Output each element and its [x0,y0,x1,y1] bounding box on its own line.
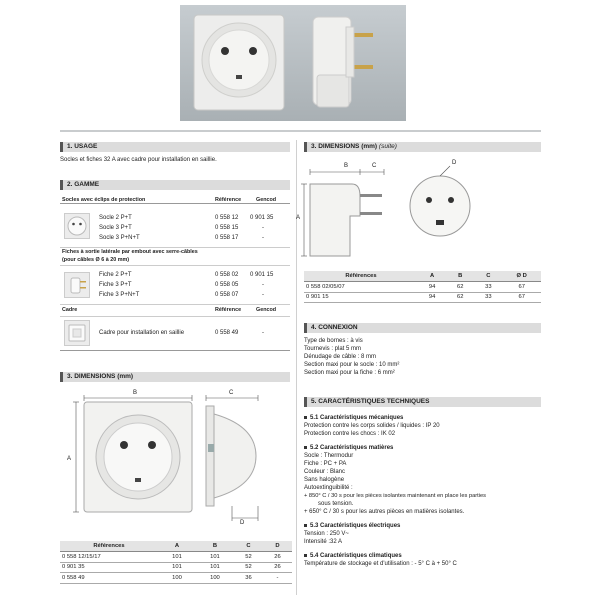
table-cell: 0 558 49 [60,573,158,584]
gamme-rule [60,350,290,351]
gamme-item-gencod: - [262,330,264,336]
table-row [304,292,541,303]
dim-label-c: C [229,390,234,396]
caracteristique-line: Protection contre les chocs : IK 02 [304,431,396,437]
dim-label-a: A [67,456,72,462]
table-row [60,552,292,563]
gamme-group-label: (pour câbles Ø 6 à 20 mm) [62,257,130,263]
table-cell: 0 901 15 [304,292,418,303]
gamme-item-ref: 0 558 17 [215,235,239,241]
gamme-col-ref: Référence [215,197,242,203]
gamme-rule [60,247,290,248]
gamme-header [60,180,290,190]
table-header-cell: B [196,541,234,552]
gamme-item-label: Socle 3 P+N+T [99,235,140,241]
dimensions-suite-title: 3. DIMENSIONS (mm) [311,143,378,150]
table-cell: 0 901 35 [60,562,158,573]
table-cell: 100 [158,573,196,584]
table-cell: 0 558 12/15/17 [60,552,158,563]
caracteristique-line: + 650° C / 30 s pour les autres pièces en matières isolantes. [304,509,465,515]
gamme-item-gencod: - [262,292,264,298]
table-cell: 101 [196,552,234,563]
table-cell: 62 [446,292,474,303]
table-cell: 94 [418,282,446,293]
table-row [304,282,541,293]
table-cell: 33 [474,282,502,293]
dim-label-a: A [296,215,301,221]
caracteristique-line: Intensité :32 A [304,539,343,545]
dim-label-b: B [133,390,138,396]
gamme-item-gencod: 0 901 15 [250,272,274,278]
table-header-cell: Références [60,541,158,552]
table-cell: 101 [158,552,196,563]
table-row [60,573,292,584]
table-cell: 36 [234,573,263,584]
table-header-cell: Références [304,271,418,282]
caracteristique-line: Autoextinguibilité : [304,485,353,491]
table-cell: 52 [234,562,263,573]
product-photo-illustration [180,5,406,121]
table-cell: 67 [502,292,541,303]
table-header-row [60,541,292,552]
connexion-line: Section maxi pour la fiche : 6 mm² [304,370,395,376]
subsection-title-text: 5.1 Caractéristiques mécaniques [310,415,404,421]
column-separator [296,140,297,595]
caracteristique-line: Protection contre les corps solides / liquides : IP 20 [304,423,440,429]
table-header-cell: C [474,271,502,282]
subsection-title-text: 5.4 Caractéristiques climatiques [310,553,402,559]
socle-thumbnail [64,213,90,239]
gamme-item-ref: 0 558 15 [215,225,239,231]
table-row [60,562,292,573]
caracteristique-line: sous tension. [318,501,354,507]
gamme-item-ref: 0 558 12 [215,215,239,221]
table-header-cell: Ø D [502,271,541,282]
table-cell: 67 [502,282,541,293]
caracteristique-line: Couleur : Blanc [304,469,346,475]
table-cell: 0 558 02/05/07 [304,282,418,293]
gamme-title: 2. GAMME [67,181,100,188]
table-header-cell: A [158,541,196,552]
gamme-col-ref: Référence [215,307,242,313]
table-cell: 101 [158,562,196,573]
caracteristiques-title: 5. CARACTÉRISTIQUES TECHNIQUES [311,398,430,405]
gamme-item-gencod: - [262,225,264,231]
gamme-item-gencod: - [262,282,264,288]
cadre-thumbnail [64,320,90,346]
dim-label-c: C [372,163,377,169]
caracteristiques-header [304,397,541,407]
dimensions-header [60,372,290,382]
gamme-group-label: Fiches à sortie latérale par embout avec serre-câbles [62,249,198,255]
connexion-line: Dénudage de câble : 8 mm [304,354,377,360]
caracteristique-line: + 850° C / 30 s pour les pièces isolantes maintenant en place les parties [304,493,487,499]
subsection-title [304,445,393,453]
table-header-row [304,271,541,282]
gamme-item-label: Fiche 3 P+N+T [99,292,140,298]
bullet-icon [304,446,307,449]
bullet-icon [304,524,307,527]
subsection-title [304,553,402,561]
table-cell: 100 [196,573,234,584]
dim-label-d: D [452,160,457,166]
dimensions-left-table [60,541,292,584]
gamme-item-label: Fiche 3 P+T [99,282,132,288]
dim-label-d: D [240,520,245,526]
bullet-icon [304,554,307,557]
table-header-cell: B [446,271,474,282]
frame-icon [65,321,89,345]
connexion-line: Tournevis : plat 5 mm [304,346,362,352]
gamme-item-ref: 0 558 49 [215,330,239,336]
caracteristique-line: Tension : 250 V~ [304,531,349,537]
dim-label-b: B [344,163,349,169]
connexion-line: Type de bornes : à vis [304,338,363,344]
gamme-item-gencod: 0 901 35 [250,215,274,221]
plug-icon [65,273,89,297]
caracteristique-line: Sans halogène [304,477,345,483]
dimensions-suite-header [304,142,541,152]
caracteristique-line: Socle : Thermodur [304,453,354,459]
gamme-item-label: Socle 2 P+T [99,215,132,221]
table-header-cell: D [263,541,292,552]
gamme-rule [60,316,290,317]
gamme-item-label: Fiche 2 P+T [99,272,132,278]
table-cell: 26 [263,562,292,573]
subsection-title [304,523,400,531]
gamme-item-label: Socle 3 P+T [99,225,132,231]
caracteristique-line: Fiche : PC + PA [304,461,347,467]
gamme-item-ref: 0 558 05 [215,282,239,288]
socle-dimension-drawing [60,386,292,536]
table-cell: - [263,573,292,584]
caracteristique-line: Température de stockage et d'utilisation : - 5° C à + 50° C [304,561,457,567]
usage-title: 1. USAGE [67,143,98,150]
gamme-item-gencod: - [262,235,264,241]
socket-icon [65,214,89,238]
connexion-line: Section maxi pour le socle : 10 mm² [304,362,400,368]
bullet-icon [304,416,307,419]
gamme-col-gencod: Gencod [256,307,277,313]
subsection-title-text: 5.3 Caractéristiques électriques [310,523,401,529]
gamme-group-label: Cadre [62,307,78,313]
top-separator [60,130,541,132]
usage-header [60,142,290,152]
subsection-title-text: 5.2 Caractéristiques matières [310,445,394,451]
table-cell: 94 [418,292,446,303]
table-cell: 62 [446,282,474,293]
table-cell: 101 [196,562,234,573]
gamme-rule [60,304,290,305]
gamme-item-ref: 0 558 02 [215,272,239,278]
dimensions-title: 3. DIMENSIONS (mm) [67,373,134,380]
table-header-cell: C [234,541,263,552]
subsection-title [304,415,403,423]
gamme-col-gencod: Gencod [256,197,277,203]
connexion-title: 4. CONNEXION [311,324,358,331]
table-header-cell: A [418,271,446,282]
gamme-item-label: Cadre pour installation en saillie [99,330,185,336]
usage-text: Socles et fiches 32 A avec cadre pour installation en saillie. [60,157,217,163]
dimensions-right-table [304,271,541,303]
table-cell: 33 [474,292,502,303]
dimensions-suite-note: (suite) [378,143,397,150]
connexion-header [304,323,541,333]
fiche-thumbnail [64,272,90,298]
table-cell: 26 [263,552,292,563]
gamme-rule [60,265,290,266]
table-cell: 52 [234,552,263,563]
product-photo [180,5,406,121]
gamme-item-ref: 0 558 07 [215,292,239,298]
gamme-group-label: Socles avec éclips de protection [62,197,146,203]
fiche-dimension-drawing [300,156,540,266]
